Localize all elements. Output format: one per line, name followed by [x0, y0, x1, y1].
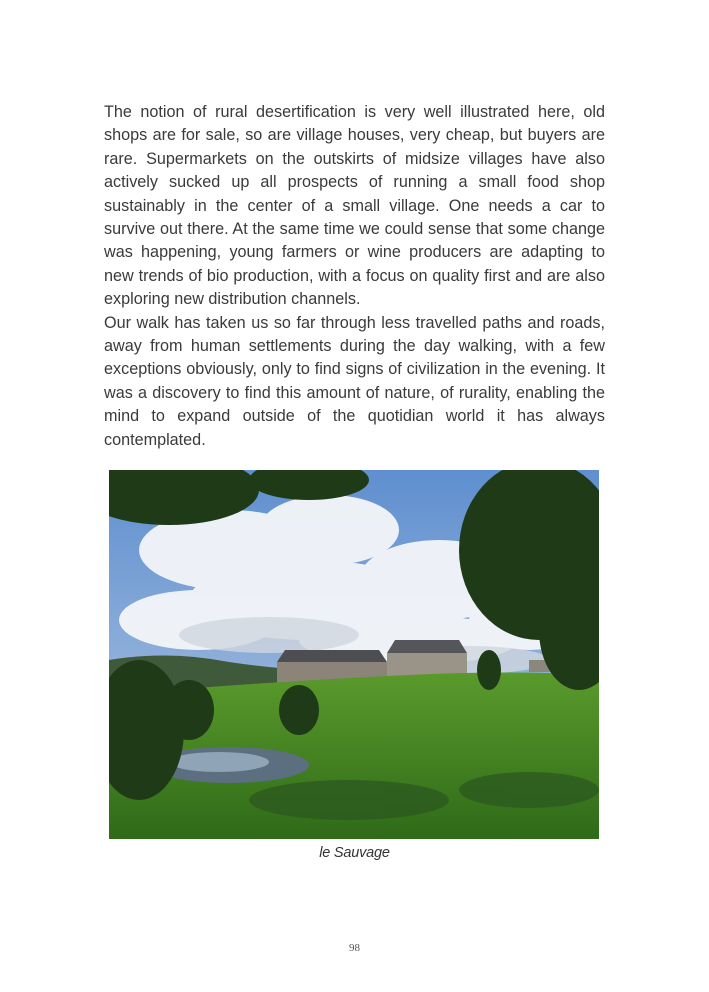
page-number: 98 [349, 942, 360, 954]
paragraph-2: Our walk has taken us so far through less travelled paths and roads, away from human settlements during the day walking, with a few exceptions obviously, only to find signs of civilization in the evening. It was a discovery to find this amount of nature, of rurality, enabling the mind to expand outside of the quotidian world it has always contemplated. [104, 313, 605, 449]
body-text [104, 101, 605, 452]
paragraph-1: The notion of rural desertification is very well illustrated here, old shops are for sale, so are village houses, very cheap, but buyers are rare. Supermarkets on the outskirts of midsize villages have also actively sucked up all prospects of running a small food shop sustainably in the center of a small village. One needs a car to survive out there. At the same time we could sense that some change was happening, young farmers or wine producers are adapting to new trends of bio production, with a focus on quality first and are also exploring new distribution channels. [104, 103, 605, 309]
landscape-photo [109, 470, 599, 839]
photo-caption: le Sauvage [319, 845, 390, 861]
